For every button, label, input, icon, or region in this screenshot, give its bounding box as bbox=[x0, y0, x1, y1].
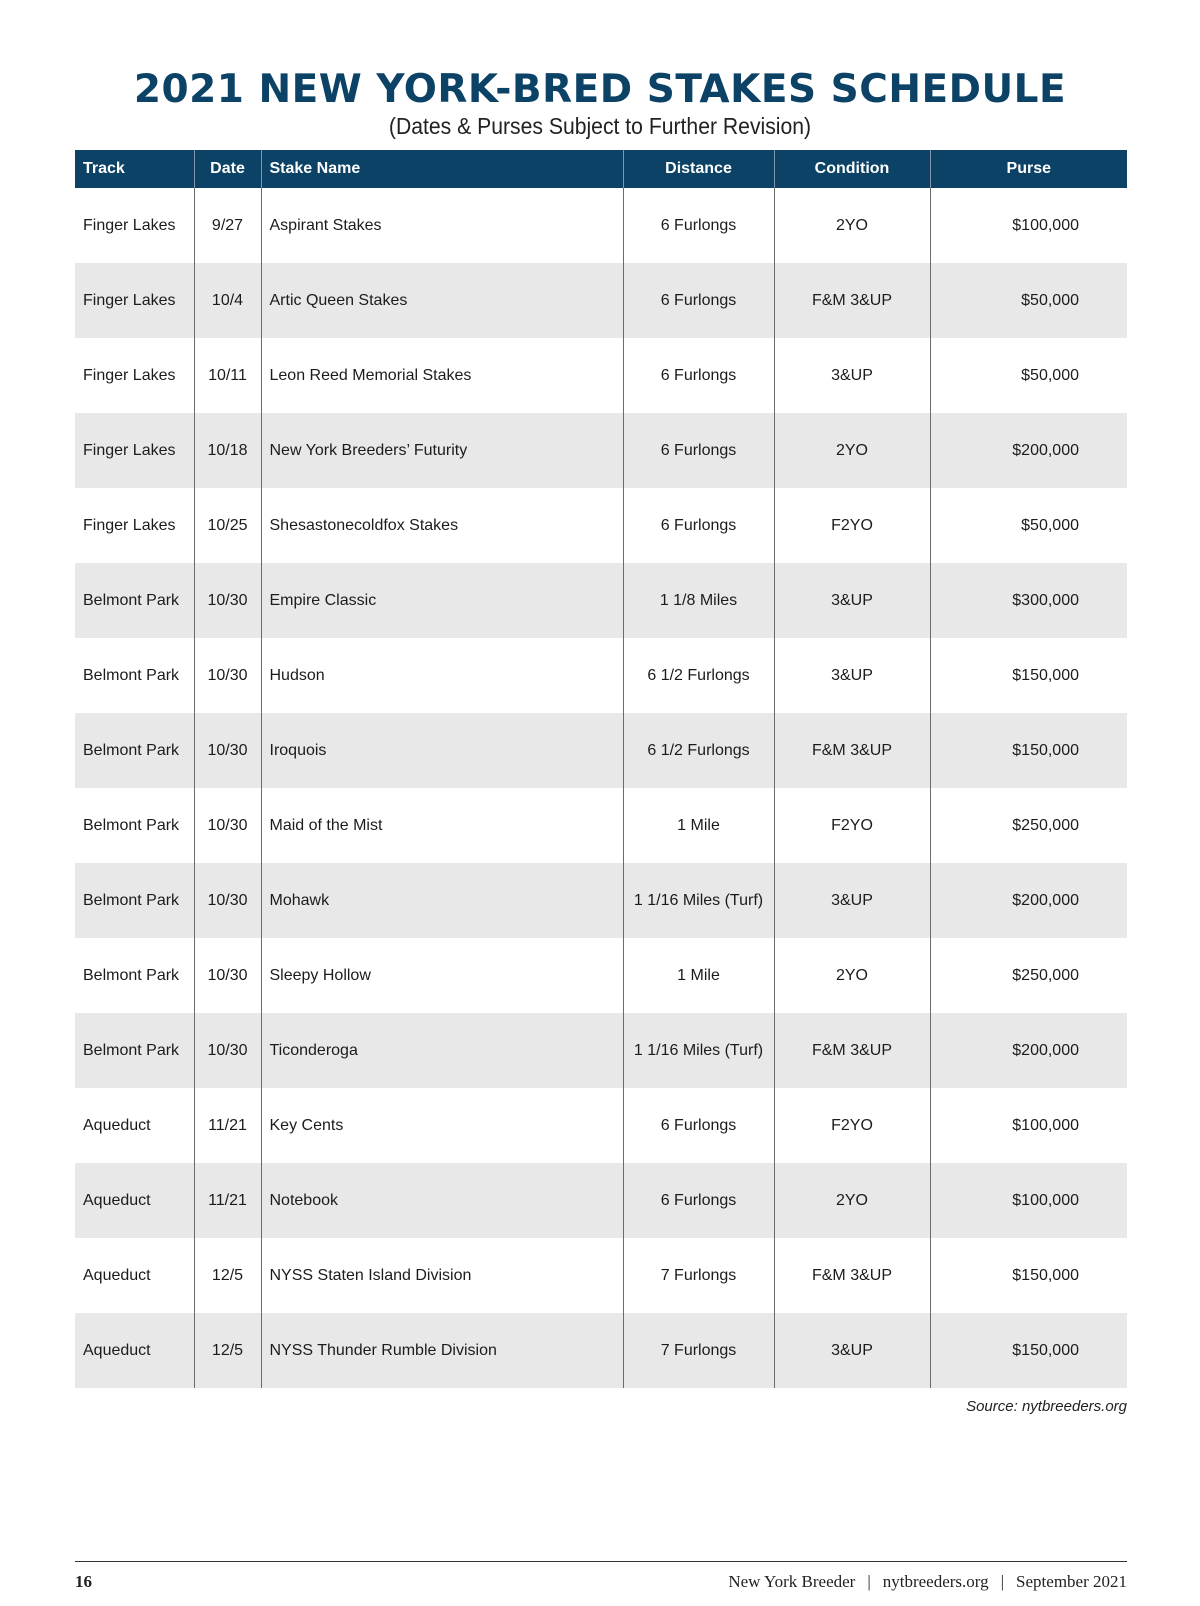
cell-condition: 3&UP bbox=[774, 863, 930, 938]
cell-track: Finger Lakes bbox=[83, 516, 176, 534]
table-row bbox=[75, 638, 1127, 713]
cell-date: 10/30 bbox=[194, 1013, 261, 1088]
cell-track: Belmont Park bbox=[83, 966, 180, 984]
cell-stake-name: Key Cents bbox=[261, 1088, 623, 1163]
cell-track: Aqueduct bbox=[83, 1266, 151, 1284]
cell-condition: 2YO bbox=[774, 413, 930, 488]
cell-stake-name: Sleepy Hollow bbox=[261, 938, 623, 1013]
cell-track: Aqueduct bbox=[83, 1116, 151, 1134]
cell-date: 12/5 bbox=[194, 1238, 261, 1313]
cell-date: 10/30 bbox=[194, 563, 261, 638]
cell-track: Belmont Park bbox=[75, 863, 194, 938]
cell-purse: $100,000 bbox=[930, 1163, 1127, 1238]
cell-distance: 1 1/8 Miles bbox=[623, 563, 774, 638]
table-row bbox=[75, 338, 1127, 413]
cell-track: Finger Lakes bbox=[83, 366, 176, 384]
cell-date: 10/18 bbox=[194, 413, 261, 488]
footer-publication-info bbox=[728, 1572, 1127, 1592]
cell-condition: 2YO bbox=[774, 1163, 930, 1238]
table-row bbox=[75, 788, 1127, 863]
cell-track: Finger Lakes bbox=[75, 413, 194, 488]
publication-name: New York Breeder bbox=[728, 1572, 856, 1591]
cell-distance: 1 1/16 Miles (Turf) bbox=[623, 1013, 774, 1088]
cell-distance: 1 Mile bbox=[623, 788, 774, 863]
cell-stake-name: Maid of the Mist bbox=[261, 788, 623, 863]
cell-date: 11/21 bbox=[194, 1163, 261, 1238]
table-row bbox=[75, 863, 1127, 938]
cell-condition: 3&UP bbox=[774, 1313, 930, 1388]
table-row bbox=[75, 188, 1127, 263]
cell-condition: F2YO bbox=[774, 1088, 930, 1163]
cell-purse: $250,000 bbox=[930, 938, 1127, 1013]
cell-date: 9/27 bbox=[194, 188, 261, 263]
cell-condition: 3&UP bbox=[774, 638, 930, 713]
table-row bbox=[75, 1013, 1127, 1088]
publication-website: nytbreeders.org bbox=[882, 1572, 989, 1591]
cell-purse: $200,000 bbox=[930, 863, 1127, 938]
cell-date: 10/30 bbox=[194, 638, 261, 713]
cell-condition: 2YO bbox=[774, 938, 930, 1013]
cell-stake-name: Iroquois bbox=[261, 713, 623, 788]
cell-track: Finger Lakes bbox=[75, 263, 194, 338]
cell-track: Aqueduct bbox=[75, 1313, 194, 1388]
cell-date: 10/4 bbox=[194, 263, 261, 338]
cell-condition: F2YO bbox=[774, 488, 930, 563]
cell-purse: $200,000 bbox=[930, 413, 1127, 488]
cell-stake-name: Shesastonecoldfox Stakes bbox=[261, 488, 623, 563]
table-row bbox=[75, 413, 1127, 488]
page-number: 16 bbox=[75, 1572, 92, 1591]
cell-distance: 1 1/16 Miles (Turf) bbox=[623, 863, 774, 938]
page-footer bbox=[75, 1572, 1127, 1596]
cell-purse: $150,000 bbox=[930, 1313, 1127, 1388]
cell-distance: 6 Furlongs bbox=[623, 338, 774, 413]
cell-distance: 7 Furlongs bbox=[623, 1313, 774, 1388]
cell-purse: $50,000 bbox=[930, 488, 1127, 563]
cell-track: Belmont Park bbox=[75, 713, 194, 788]
cell-purse: $150,000 bbox=[930, 638, 1127, 713]
table-row bbox=[75, 488, 1127, 563]
cell-date: 10/30 bbox=[194, 863, 261, 938]
cell-date: 10/30 bbox=[194, 938, 261, 1013]
cell-track: Aqueduct bbox=[75, 1163, 194, 1238]
cell-date: 10/30 bbox=[194, 713, 261, 788]
cell-purse: $300,000 bbox=[930, 563, 1127, 638]
cell-track: Belmont Park bbox=[83, 816, 180, 834]
cell-condition: F&M 3&UP bbox=[774, 1013, 930, 1088]
cell-stake-name: Mohawk bbox=[261, 863, 623, 938]
cell-distance: 7 Furlongs bbox=[623, 1238, 774, 1313]
cell-purse: $100,000 bbox=[930, 188, 1127, 263]
cell-stake-name: Ticonderoga bbox=[261, 1013, 623, 1088]
cell-purse: $50,000 bbox=[930, 338, 1127, 413]
table-body bbox=[75, 188, 1127, 1388]
footer-divider bbox=[75, 1561, 1127, 1562]
cell-track: Belmont Park bbox=[75, 1013, 194, 1088]
cell-stake-name: Artic Queen Stakes bbox=[261, 263, 623, 338]
cell-condition: 3&UP bbox=[774, 563, 930, 638]
table-row bbox=[75, 563, 1127, 638]
cell-purse: $200,000 bbox=[930, 1013, 1127, 1088]
table-row bbox=[75, 713, 1127, 788]
cell-condition: F&M 3&UP bbox=[774, 1238, 930, 1313]
cell-condition: 3&UP bbox=[774, 338, 930, 413]
header-track: Track bbox=[75, 150, 194, 188]
footer-separator: | bbox=[1000, 1572, 1005, 1591]
cell-purse: $100,000 bbox=[930, 1088, 1127, 1163]
cell-distance: 6 Furlongs bbox=[623, 188, 774, 263]
cell-distance: 1 Mile bbox=[623, 938, 774, 1013]
cell-stake-name: Empire Classic bbox=[261, 563, 623, 638]
stakes-schedule-table bbox=[75, 150, 1127, 1388]
table-header-row bbox=[75, 150, 1127, 188]
cell-condition: F&M 3&UP bbox=[774, 713, 930, 788]
cell-condition: F2YO bbox=[774, 788, 930, 863]
cell-purse: $150,000 bbox=[930, 713, 1127, 788]
cell-track: Belmont Park bbox=[75, 563, 194, 638]
cell-stake-name: New York Breeders’ Futurity bbox=[261, 413, 623, 488]
cell-distance: 6 1/2 Furlongs bbox=[623, 713, 774, 788]
table-row bbox=[75, 938, 1127, 1013]
header-distance: Distance bbox=[623, 150, 774, 188]
cell-distance: 6 Furlongs bbox=[623, 263, 774, 338]
cell-purse: $150,000 bbox=[930, 1238, 1127, 1313]
cell-distance: 6 Furlongs bbox=[623, 413, 774, 488]
cell-purse: $50,000 bbox=[930, 263, 1127, 338]
cell-stake-name: Hudson bbox=[261, 638, 623, 713]
source-note: Source: nytbreeders.org bbox=[966, 1398, 1127, 1415]
page-subtitle: (Dates & Purses Subject to Further Revision) bbox=[388, 113, 812, 139]
cell-stake-name: Leon Reed Memorial Stakes bbox=[261, 338, 623, 413]
header-purse: Purse bbox=[930, 150, 1127, 188]
header-condition: Condition bbox=[774, 150, 930, 188]
cell-stake-name: NYSS Thunder Rumble Division bbox=[261, 1313, 623, 1388]
cell-distance: 6 1/2 Furlongs bbox=[623, 638, 774, 713]
cell-distance: 6 Furlongs bbox=[623, 1088, 774, 1163]
cell-stake-name: Aspirant Stakes bbox=[261, 188, 623, 263]
table-row bbox=[75, 1163, 1127, 1238]
cell-date: 10/30 bbox=[194, 788, 261, 863]
cell-date: 10/25 bbox=[194, 488, 261, 563]
cell-stake-name: NYSS Staten Island Division bbox=[261, 1238, 623, 1313]
header-date: Date bbox=[194, 150, 261, 188]
cell-purse: $250,000 bbox=[930, 788, 1127, 863]
cell-distance: 6 Furlongs bbox=[623, 488, 774, 563]
cell-date: 10/11 bbox=[194, 338, 261, 413]
cell-track: Finger Lakes bbox=[83, 216, 176, 234]
table-row bbox=[75, 1088, 1127, 1163]
cell-stake-name: Notebook bbox=[261, 1163, 623, 1238]
cell-condition: F&M 3&UP bbox=[774, 263, 930, 338]
table-row bbox=[75, 263, 1127, 338]
header-stake-name: Stake Name bbox=[261, 150, 623, 188]
footer-separator: | bbox=[867, 1572, 871, 1591]
cell-track: Belmont Park bbox=[83, 666, 180, 684]
table-row bbox=[75, 1238, 1127, 1313]
cell-condition: 2YO bbox=[774, 188, 930, 263]
publication-issue: September 2021 bbox=[1016, 1572, 1127, 1591]
cell-date: 11/21 bbox=[194, 1088, 261, 1163]
cell-date: 12/5 bbox=[194, 1313, 261, 1388]
cell-distance: 6 Furlongs bbox=[623, 1163, 774, 1238]
page-title: 2021 NEW YORK-BRED STAKES SCHEDULE bbox=[133, 67, 1067, 112]
table-row bbox=[75, 1313, 1127, 1388]
